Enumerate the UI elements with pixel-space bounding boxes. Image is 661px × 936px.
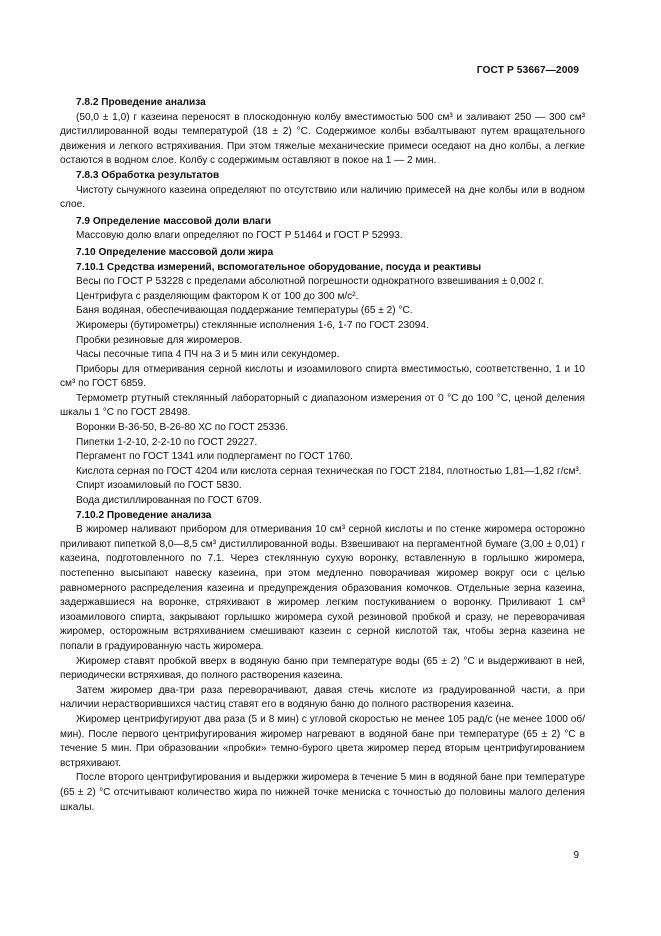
paragraph: (50,0 ± 1,0) г казеина переносят в плоскодонную колбу вместимостью 500 см³ и заливают 250 — 300 см³ дистиллированной воды температурой (18 ± 2) °С. Содержимое колбы взбалтывают путем вращательного движения и легкого встряхивания. При этом тяжелые механические примеси оседают на дно колбы, а легкие остаются в водном слое. Колбу с содержимым оставляют в покое на 1 — 2 мин.: [60, 111, 585, 167]
equipment-item: Пергамент по ГОСТ 1341 или подпергамент по ГОСТ 1760.: [76, 451, 353, 463]
equipment-item: Приборы для отмеривания серной кислоты и изоамилового спирта вместимостью, соответственно, 1 и 10 см³ по ГОСТ 6859.: [60, 363, 585, 390]
equipment-item: Спирт изоамиловый по ГОСТ 5830.: [76, 480, 242, 492]
equipment-item: Жиромеры (бутирометры) стеклянные исполнения 1-6, 1-7 по ГОСТ 23094.: [76, 319, 429, 331]
equipment-item: Весы по ГОСТ Р 53228 с пределами абсолютной погрешности однократного взвешивания ± 0,002 г.: [76, 276, 544, 288]
equipment-item: Кислота серная по ГОСТ 4204 или кислота серная техническая по ГОСТ 2184, плотностью 1,81—1,82 г/см³.: [76, 465, 582, 477]
equipment-item: Баня водяная, обеспечивающая поддержание температуры (65 ± 2) °С.: [76, 305, 413, 317]
section-heading-7-10-2: 7.10.2 Проведение анализа: [76, 509, 212, 521]
equipment-item: Вода дистиллированная по ГОСТ 6709.: [76, 495, 262, 507]
equipment-item: Часы песочные типа 4 ПЧ на 3 и 5 мин или секундомер.: [76, 349, 340, 361]
document-body: [60, 96, 585, 815]
paragraph: Жиромер ставят пробкой вверх в водяную баню при температуре воды (65 ± 2) °С и выдерживают в ней, периодически встряхивая, до полного растворения казеина.: [60, 655, 585, 682]
section-heading-7-10-1: 7.10.1 Средства измерений, вспомогательное оборудование, посуда и реактивы: [76, 261, 482, 273]
section-heading-7-8-2: 7.8.2 Проведение анализа: [76, 97, 206, 108]
equipment-item: Пробки резиновые для жиромеров.: [76, 334, 243, 346]
paragraph: Чистоту сычужного казеина определяют по отсутствию или наличию примесей на дне колбы или в водном слое.: [60, 184, 585, 211]
paragraph: Массовую долю влаги определяют по ГОСТ Р 51464 и ГОСТ Р 52993.: [76, 230, 403, 242]
document-header: ГОСТ Р 53667—2009: [476, 65, 579, 76]
equipment-item: Центрифуга с разделяющим фактором К от 100 до 300 м/с².: [76, 290, 359, 302]
section-heading-7-9: 7.9 Определение массовой доли влаги: [76, 215, 272, 227]
paragraph: Жиромер центрифугируют два раза (5 и 8 мин) с угловой скоростью не менее 105 рад/с (не менее 1000 об/мин). После первого центрифугирования жиромер нагревают в водяной бане при температуре (65 ± 2) °С в течение 5 мин. При образовании «пробки» темно-бурого цвета жиромер перед вторым центрифугированием встряхивают.: [60, 713, 585, 769]
paragraph: После второго центрифугирования и выдержки жиромера в течение 5 мин в водяной бане при температуре (65 ± 2) °С отсчитывают количество жира по нижней точке мениска с точностью до половины малого деления шкалы.: [60, 772, 585, 813]
equipment-item: Пипетки 1-2-10, 2-2-10 по ГОСТ 29227.: [76, 436, 258, 448]
equipment-item: Воронки В-36-50, В-26-80 ХС по ГОСТ 25336.: [76, 422, 289, 434]
section-heading-7-8-3: 7.8.3 Обработка результатов: [76, 169, 220, 181]
paragraph: В жиромер наливают прибором для отмеривания 10 см³ серной кислоты и по стенке жиромера осторожно приливают пипеткой 8,0—8,5 см³ дистиллированной воды. Взвешивают на пергаментной бумаге (3,00 ± 0,01) г казеина, подготовленного по 7.1. Через стеклянную сухую воронку, вставленную в горлышко жиромера, постепенно высыпают навеску казеина, при этом медленно поворачивая жиромер вокруг оси с целью равномерного распределения казеина и предупреждения образования комочков. Отдельные зерна казеина, задержавшиеся на воронке, стряхивают в жиромер легким постукиванием о воронку. Приливают 1 см³ изоамилового спирта, закрывают горлышко жиромера сухой резиновой пробкой и сразу, не переворачивая жиромер, осторожным встряхиванием смешивают казеин с серной кислотой так, чтобы зерна казеина не попали в градуированную часть жиромера.: [60, 524, 585, 652]
page-number: 9: [573, 850, 579, 861]
section-heading-7-10: 7.10 Определение массовой доли жира: [76, 246, 274, 258]
equipment-item: Термометр ртутный стеклянный лабораторный с диапазоном измерения от 0 °С до 100 °С, ценой деления шкалы 1 °С по ГОСТ 28498.: [60, 392, 585, 419]
paragraph: Затем жиромер два-три раза переворачивают, давая стечь кислоте из градуированной части, а при наличии нерастворившихся частиц ставят его в водяную баню до полного растворения казеина.: [60, 684, 585, 711]
